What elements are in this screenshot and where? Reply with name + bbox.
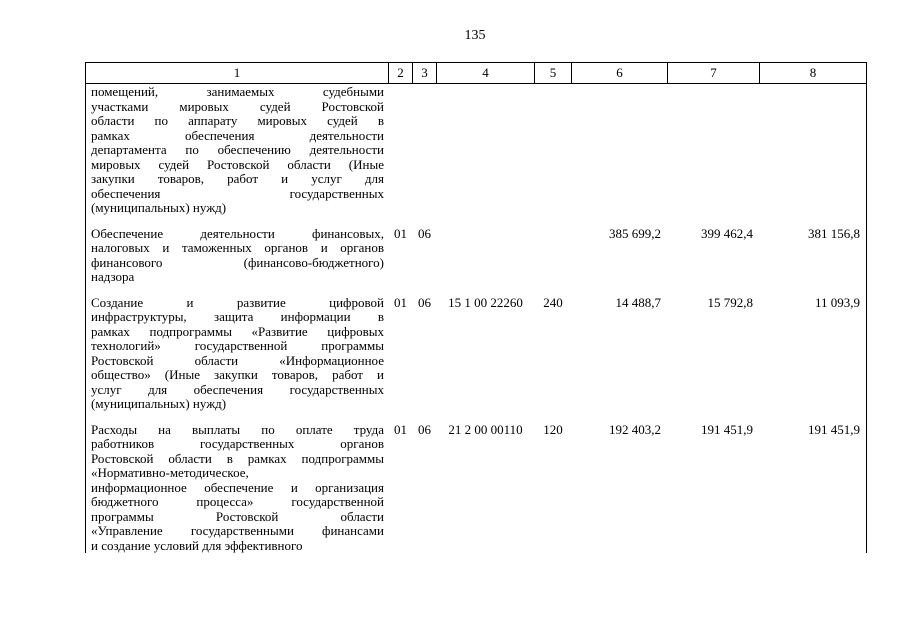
row-spacer-cell — [535, 412, 572, 422]
row-name-line: (муниципальных) нужд) — [91, 200, 227, 215]
amount-year-2-cell: 191 451,9 — [701, 421, 753, 437]
amount-year-3-cell: 191 451,9 — [760, 422, 867, 554]
page-number: 135 — [464, 28, 486, 43]
header-col-6: 6 — [572, 63, 668, 84]
row-spacer-cell — [389, 412, 413, 422]
expense-type-cell — [535, 226, 572, 285]
row-spacer-cell — [437, 412, 535, 422]
section-code-cell — [389, 84, 413, 216]
amount-year-3-cell — [760, 84, 867, 216]
subsection-code-cell: 06 — [418, 294, 431, 310]
budget-table — [85, 62, 867, 553]
row-name-cell — [86, 226, 389, 285]
expense-type-cell: 240 — [543, 294, 563, 310]
header-col-1: 1 — [86, 63, 389, 84]
amount-year-2-cell: 15 792,8 — [707, 294, 753, 310]
row-name-cell — [86, 422, 389, 554]
row-name-line: (муниципальных) нужд) — [91, 396, 227, 411]
target-article-cell: 21 2 00 00110 — [448, 421, 523, 437]
row-spacer-cell — [535, 285, 572, 295]
row-spacer-cell — [668, 285, 760, 295]
row-spacer — [86, 412, 867, 422]
row-name-line: бюджетного процесса» государственной — [91, 494, 384, 509]
subsection-code-cell: 06 — [418, 225, 431, 241]
row-spacer-cell — [389, 285, 413, 295]
row-spacer-cell — [760, 285, 867, 295]
row-name-line: общество» (Иные закупки товаров, работ и — [91, 367, 384, 382]
table-body — [86, 84, 867, 554]
expense-type-cell — [535, 84, 572, 216]
row-spacer-cell — [86, 216, 389, 226]
row-name-cell — [86, 84, 389, 216]
row-spacer-cell — [668, 412, 760, 422]
table-row — [86, 84, 867, 216]
table-header-row — [86, 63, 867, 84]
row-name-line: финансового (финансово-бюджетного) — [91, 254, 384, 270]
row-spacer-cell — [572, 285, 668, 295]
row-name-line: услуг для обеспечения государственных — [91, 381, 384, 397]
section-code-cell: 01 — [394, 421, 407, 437]
row-spacer-cell — [437, 216, 535, 226]
row-name-cell — [86, 295, 389, 412]
row-name-line: Ростовской области «Информационное — [91, 352, 384, 368]
header-col-8: 8 — [760, 63, 867, 84]
row-spacer-cell — [535, 216, 572, 226]
row-name-line: информационное обеспечение и организация — [91, 479, 384, 495]
row-name-line: программы Ростовской области — [91, 508, 384, 524]
row-name-line: закупки товаров, работ и услуг для — [91, 171, 384, 186]
amount-year-1-cell: 192 403,2 — [609, 421, 661, 437]
row-spacer-cell — [668, 216, 760, 226]
row-name-line: Ростовской области в рамках подпрограммы — [91, 450, 384, 466]
subsection-code-cell — [413, 84, 437, 216]
row-name-line: налоговых и таможенных органов и органов — [91, 240, 384, 255]
row-name-line: рамках подпрограммы «Развитие цифровых — [91, 323, 384, 339]
header-col-5: 5 — [535, 63, 572, 84]
amount-year-1-cell: 14 488,7 — [615, 294, 661, 310]
amount-year-1-cell: 385 699,2 — [609, 225, 661, 241]
row-name-line: инфраструктуры, защита информации в — [91, 309, 384, 324]
row-spacer-cell — [413, 412, 437, 422]
row-name-line: обеспечения государственных — [91, 185, 384, 201]
row-name-line: «Управление государственными финансами — [91, 523, 384, 538]
target-article-cell — [437, 84, 535, 216]
row-spacer — [86, 285, 867, 295]
row-name-line: Расходы на выплаты по оплате труда — [91, 421, 384, 437]
row-name-line: и создание условий для эффективного — [91, 537, 303, 553]
row-name-line: работников государственных органов — [91, 436, 384, 451]
row-spacer-cell — [86, 412, 389, 422]
row-spacer-cell — [86, 285, 389, 295]
row-name-line: «Нормативно-методическое, — [91, 465, 249, 480]
header-col-4: 4 — [437, 63, 535, 84]
row-spacer-cell — [572, 412, 668, 422]
row-spacer-cell — [389, 216, 413, 226]
row-spacer-cell — [413, 285, 437, 295]
row-name-line: рамках обеспечения деятельности — [91, 127, 384, 143]
row-spacer-cell — [437, 285, 535, 295]
row-name-line: помещений, занимаемых судебными — [91, 84, 384, 99]
amount-year-1-cell — [572, 84, 668, 216]
row-name-line: Создание и развитие цифровой — [91, 294, 384, 310]
amount-year-2-cell: 399 462,4 — [701, 225, 753, 241]
header-col-2: 2 — [389, 63, 413, 84]
amount-year-2-cell — [668, 84, 760, 216]
target-article-cell — [437, 226, 535, 285]
row-name-line: области по аппарату мировых судей в — [91, 113, 384, 128]
target-article-cell: 15 1 00 22260 — [448, 294, 523, 310]
table-row — [86, 226, 867, 285]
table-row — [86, 295, 867, 412]
expense-type-cell: 120 — [543, 421, 563, 437]
section-code-cell: 01 — [394, 225, 407, 241]
row-spacer-cell — [413, 216, 437, 226]
row-spacer-cell — [760, 216, 867, 226]
row-name-line: надзора — [91, 269, 135, 284]
row-spacer-cell — [760, 412, 867, 422]
row-name-line: мировых судей Ростовской области (Иные — [91, 156, 384, 172]
table-row — [86, 422, 867, 554]
amount-year-3-cell: 381 156,8 — [760, 226, 867, 285]
row-spacer — [86, 216, 867, 226]
section-code-cell: 01 — [394, 294, 407, 310]
header-col-7: 7 — [668, 63, 760, 84]
row-name-line: департамента по обеспечению деятельности — [91, 142, 384, 157]
row-name-line: участками мировых судей Ростовской — [91, 98, 384, 114]
subsection-code-cell: 06 — [418, 421, 431, 437]
row-name-line: технологий» государственной программы — [91, 338, 384, 353]
amount-year-3-cell: 11 093,9 — [760, 295, 867, 412]
row-name-line: Обеспечение деятельности финансовых, — [91, 225, 384, 241]
row-spacer-cell — [572, 216, 668, 226]
header-col-3: 3 — [413, 63, 437, 84]
